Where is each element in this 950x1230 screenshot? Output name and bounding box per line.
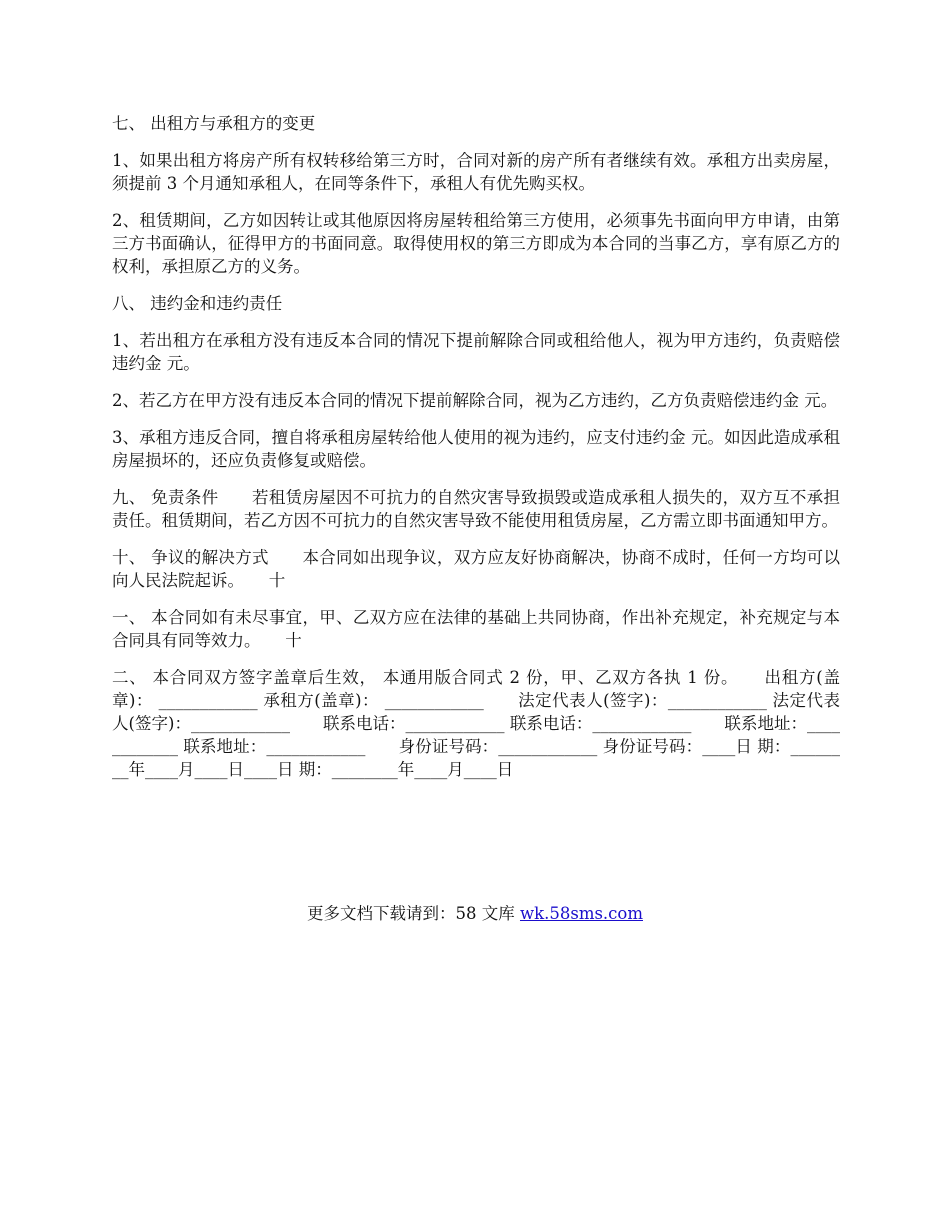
section-7-clause-2: 2、租赁期间，乙方如因转让或其他原因将房屋转租给第三方使用，必须事先书面向甲方申请，由第三方书面确认，征得甲方的书面同意。取得使用权的第三方即成为本合同的当事乙方，享有原乙方的权利，承担原乙方的义务。 [112, 211, 840, 276]
download-footer [0, 902, 950, 925]
section-8-clause-3: 3、承租方违反合同，擅自将承租房屋转给他人使用的视为违约，应支付违约金 元。如因此造成承租房屋损坏的，还应负责修复或赔偿。 [112, 428, 840, 470]
section-8-clause-2: 2、若乙方在甲方没有违反本合同的情况下提前解除合同，视为乙方违约，乙方负责赔偿违约金 元。 [112, 391, 838, 410]
footer-text: 更多文档下载请到：58 文库 [306, 904, 520, 923]
document-body [112, 112, 840, 795]
section-8-clause-1: 1、若出租方在承租方没有违反本合同的情况下提前解除合同或租给他人，视为甲方违约，负责赔偿违约金 元。 [112, 331, 840, 373]
section-10-dispute: 十、 争议的解决方式 本合同如出现争议，双方应友好协商解决，协商不成时，任何一方均可以向人民法院起诉。 十 [112, 548, 840, 590]
footer-link[interactable]: wk.58sms.com [519, 904, 643, 923]
section-12-signature-block: 二、 本合同双方签字盖章后生效， 本通用版合同式 2 份，甲、乙双方各执 1 份。 出租方(盖章)： ____________ 承租方(盖章)： ____________ 法定代表人(签字)：____________ 法定代表人(签字)：____________ 联系电话：____________ 联系电话：____________ 联系地址：____________ 联系地址：____________ 身份证号码：____________ 身份证号码：____日 期：________年____月____日____日 期：________年____月____日 [112, 668, 840, 779]
section-11-supplement: 一、 本合同如有未尽事宜，甲、乙双方应在法律的基础上共同协商，作出补充规定，补充规定与本合同具有同等效力。 十 [112, 608, 840, 650]
section-9-exemption: 九、 免责条件 若租赁房屋因不可抗力的自然灾害导致损毁或造成承租人损失的，双方互不承担责任。租赁期间，若乙方因不可抗力的自然灾害导致不能使用租赁房屋，乙方需立即书面通知甲方。 [112, 488, 840, 530]
section-7-clause-1: 1、如果出租方将房产所有权转移给第三方时，合同对新的房产所有者继续有效。承租方出卖房屋，须提前 3 个月通知承租人，在同等条件下，承租人有优先购买权。 [112, 151, 840, 193]
section-7-heading: 七、 出租方与承租方的变更 [112, 114, 316, 133]
section-8-heading: 八、 违约金和违约责任 [112, 294, 283, 313]
